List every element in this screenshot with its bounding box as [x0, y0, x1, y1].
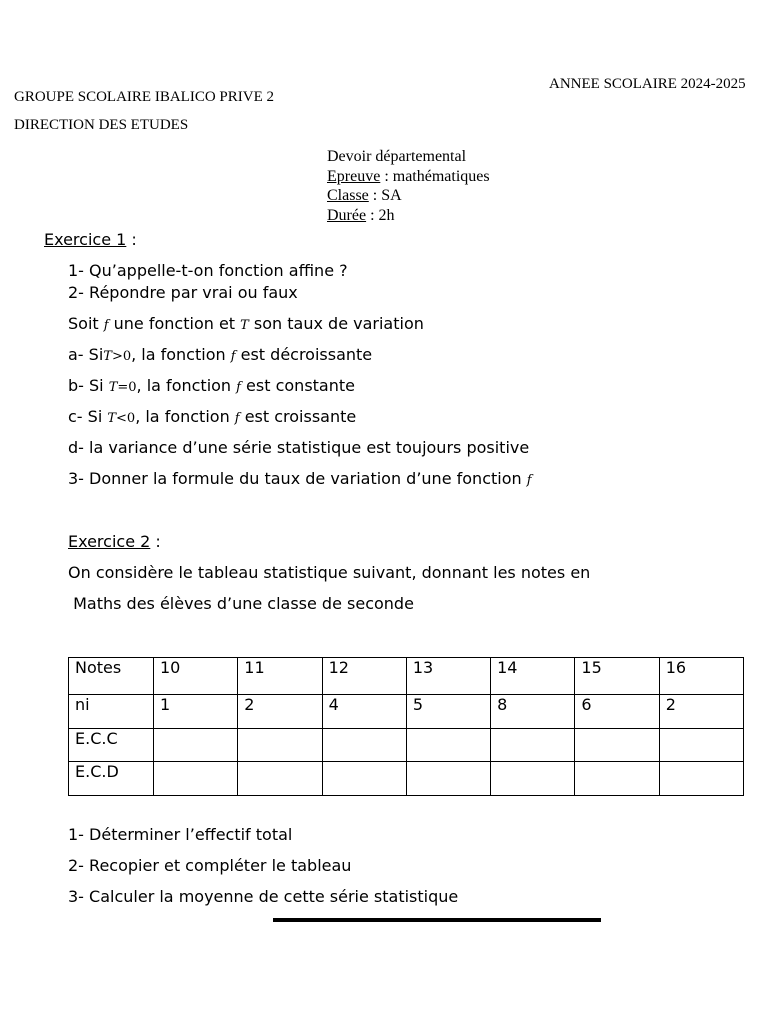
exercise-2-title-text: Exercice 2 [68, 532, 151, 551]
item-b-suffix: est constante [240, 376, 355, 395]
table-cell [406, 762, 490, 796]
ex1-question-2: 2- Répondre par vrai ou faux [68, 283, 298, 302]
intro-text-c: son taux de variation [248, 314, 424, 333]
math-f: f [230, 349, 236, 364]
exercise-2-title [68, 532, 161, 551]
school-name: GROUPE SCOLAIRE IBALICO PRIVE 2 [14, 89, 275, 105]
table-cell: 4 [322, 695, 406, 729]
school-year: ANNEE SCOLAIRE 2024-2025 [549, 76, 746, 92]
item-c-mid: , la fonction [135, 407, 235, 426]
ex1-item-c [68, 407, 356, 426]
epreuve-label: Epreuve [327, 167, 381, 185]
item-c-prefix: c- Si [68, 407, 108, 426]
ex2-question-1: 1- Déterminer l’effectif total [68, 825, 293, 844]
table-cell [659, 729, 743, 762]
ex1-item-b [68, 376, 355, 395]
table-cell: 15 [575, 658, 659, 695]
table-cell [406, 729, 490, 762]
item-a-condition: >0 [111, 349, 132, 364]
exam-info-block [327, 147, 490, 225]
intro-text-b: une fonction et [108, 314, 241, 333]
end-divider [273, 918, 601, 922]
ex1-intro [68, 314, 424, 333]
table-cell [238, 729, 322, 762]
math-T: T [108, 380, 118, 395]
table-row-ni [69, 695, 744, 729]
math-f: f [234, 411, 240, 426]
exercise-1-title [44, 230, 137, 249]
stats-table [68, 657, 744, 796]
table-cell: ni [69, 695, 154, 729]
math-f: f [236, 380, 241, 395]
table-cell: 2 [659, 695, 743, 729]
table-cell: 14 [491, 658, 575, 695]
table-cell: 8 [491, 695, 575, 729]
table-cell: 12 [322, 658, 406, 695]
table-cell [491, 762, 575, 796]
classe-label: Classe [327, 187, 369, 204]
exam-class-line [327, 186, 490, 206]
item-a-mid: , la fonction [131, 345, 231, 364]
exercise-2-title-suffix: : [150, 532, 161, 551]
item-a-prefix: a- Si [68, 345, 104, 364]
math-T: T [107, 411, 117, 426]
table-cell [575, 729, 659, 762]
table-cell [238, 762, 322, 796]
direction-label: DIRECTION DES ETUDES [14, 117, 189, 133]
exam-subject-line [327, 167, 490, 187]
table-row-ecc [69, 729, 744, 762]
ex1-item-d: d- la variance d’une série statistique est toujours positive [68, 438, 530, 457]
ex2-intro-line-1: On considère le tableau statistique suivant, donnant les notes en [68, 563, 591, 582]
classe-value: : SA [368, 187, 402, 204]
table-cell: 16 [659, 658, 743, 695]
item-b-condition: =0 [117, 380, 137, 395]
math-T: T [240, 318, 249, 333]
item-a-suffix: est décroissante [235, 345, 373, 364]
intro-text-a: Soit [68, 314, 104, 333]
ex2-question-2: 2- Recopier et compléter le tableau [68, 856, 352, 875]
table-row-notes [69, 658, 744, 695]
ex2-intro-line-2: Maths des élèves d’une classe de seconde [68, 594, 414, 613]
table-cell: 1 [154, 695, 238, 729]
table-cell [322, 729, 406, 762]
table-cell [154, 729, 238, 762]
table-cell [322, 762, 406, 796]
exercise-1-title-suffix: : [126, 230, 137, 249]
table-cell: 5 [406, 695, 490, 729]
math-f: f [103, 318, 109, 333]
item-c-condition: <0 [116, 411, 136, 426]
item-b-prefix: b- Si [68, 376, 109, 395]
table-cell: E.C.D [69, 762, 154, 796]
table-cell [154, 762, 238, 796]
epreuve-value: : mathématiques [380, 167, 490, 185]
table-cell: 2 [238, 695, 322, 729]
ex2-question-3: 3- Calculer la moyenne de cette série statistique [68, 887, 459, 906]
ex1-item-a [68, 345, 372, 364]
math-f: f [526, 473, 532, 488]
item-c-suffix: est croissante [239, 407, 357, 426]
table-cell [575, 762, 659, 796]
math-T: T [103, 349, 112, 364]
table-cell: 13 [406, 658, 490, 695]
ex1-question-1: 1- Qu’appelle-t-on fonction affine ? [68, 261, 348, 280]
table-cell: 6 [575, 695, 659, 729]
item-b-mid: , la fonction [136, 376, 237, 395]
table-cell: Notes [69, 658, 154, 695]
exercise-1-title-text: Exercice 1 [44, 230, 127, 249]
ex1-question-3 [68, 469, 532, 488]
table-cell [659, 762, 743, 796]
table-cell [491, 729, 575, 762]
table-cell: 11 [238, 658, 322, 695]
exam-duration-line [327, 206, 490, 226]
exam-title: Devoir départemental [327, 148, 467, 165]
duree-label: Durée [327, 206, 367, 224]
table-cell: 10 [154, 658, 238, 695]
duree-value: : 2h [366, 206, 395, 224]
table-row-ecd [69, 762, 744, 796]
table-cell: E.C.C [69, 729, 154, 762]
question-3-text: 3- Donner la formule du taux de variation d’une fonction [68, 469, 527, 488]
